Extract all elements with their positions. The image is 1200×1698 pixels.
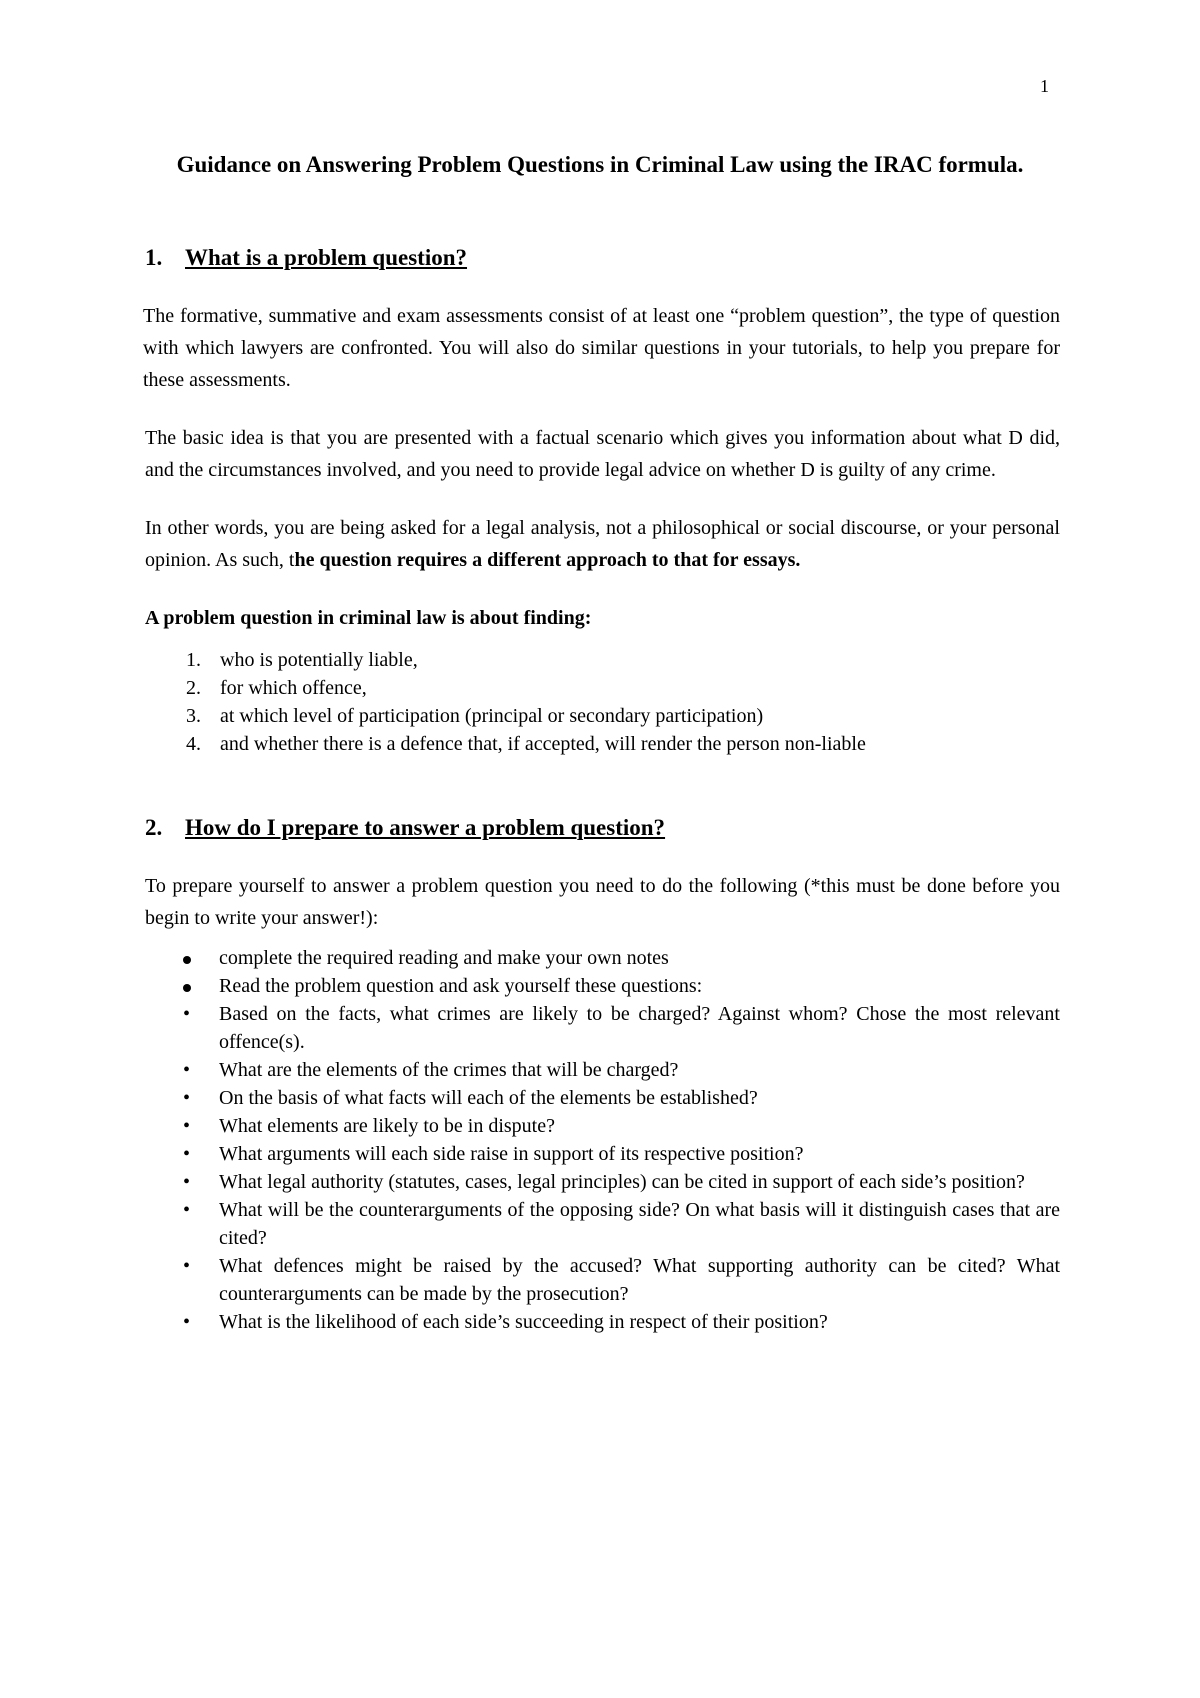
findings-item xyxy=(145,702,1060,730)
list-item: Read the problem question and ask yourself these questions: xyxy=(145,972,1060,1000)
paragraph-3-plain: In other words, you are being asked for a legal analysis, not a philosophical or social discourse, or your personal opinion. As such, t xyxy=(145,517,1060,571)
list-item: • What arguments will each side raise in support of its respective position? xyxy=(145,1140,1060,1168)
small-bullet-icon: • xyxy=(183,1087,191,1109)
findings-text: for which offence, xyxy=(220,677,367,699)
findings-intro: A problem question in criminal law is about finding: xyxy=(145,607,592,629)
small-bullet-icon: • xyxy=(183,1143,191,1165)
page-number: 1 xyxy=(1040,76,1049,96)
list-item: • On the basis of what facts will each of the elements be established? xyxy=(145,1084,1060,1112)
findings-text: and whether there is a defence that, if accepted, will render the person non-liable xyxy=(220,733,866,755)
list-item: • What is the likelihood of each side’s succeeding in respect of their position? xyxy=(145,1308,1060,1336)
findings-number: 3. xyxy=(186,705,201,727)
findings-number: 1. xyxy=(186,649,201,671)
list-item: complete the required reading and make your own notes xyxy=(145,944,1060,972)
findings-item xyxy=(145,674,1060,702)
section-2-title: How do I prepare to answer a problem question? xyxy=(185,815,666,840)
section-2-number: 2. xyxy=(145,815,163,840)
findings-item xyxy=(145,730,1060,758)
small-bullet-icon: • xyxy=(183,1059,191,1081)
small-bullet-icon: • xyxy=(183,1115,191,1137)
paragraph-1: The formative, summative and exam assessments consist of at least one “problem question”, the type of question with which lawyers are confronted. You will also do similar questions in your tutorials, to help you prepare for these assessments. xyxy=(143,305,1060,391)
small-bullet-icon: • xyxy=(183,1171,191,1193)
section-1-title: What is a problem question? xyxy=(185,245,468,270)
findings-text: at which level of participation (principal or secondary participation) xyxy=(220,705,764,727)
list-item: • What legal authority (statutes, cases, legal principles) can be cited in support of each side’s position? xyxy=(145,1168,1060,1196)
section-1-heading xyxy=(145,242,1060,274)
paragraph-3-bold: he question requires a different approach to that for essays. xyxy=(294,549,801,571)
findings-item xyxy=(145,646,1060,674)
list-item: • What defences might be raised by the accused? What supporting authority can be cited? What counterarguments can be made by the prosecution? xyxy=(145,1252,1060,1308)
list-item: • What will be the counterarguments of the opposing side? On what basis will it distinguish cases that are cited? xyxy=(145,1196,1060,1252)
small-bullet-icon: • xyxy=(183,1199,191,1221)
findings-list xyxy=(145,646,1060,758)
paragraph-2: The basic idea is that you are presented with a factual scenario which gives you information about what D did, and the circumstances involved, and you need to provide legal advice on whether D is guilty of any crime. xyxy=(145,427,1060,481)
bullet-icon xyxy=(183,956,191,964)
document-body xyxy=(145,242,1060,1336)
section-2-intro: To prepare yourself to answer a problem question you need to do the following (*this must be done before you begin to write your answer!): xyxy=(145,875,1060,929)
small-bullet-icon: • xyxy=(183,1311,191,1333)
bullet-icon xyxy=(183,984,191,992)
section-2-heading xyxy=(145,812,1060,844)
findings-number: 2. xyxy=(186,677,201,699)
list-item: • What elements are likely to be in dispute? xyxy=(145,1112,1060,1140)
findings-number: 4. xyxy=(186,733,201,755)
list-item: • What are the elements of the crimes that will be charged? xyxy=(145,1056,1060,1084)
document-title: Guidance on Answering Problem Questions in Criminal Law using the IRAC formula. xyxy=(176,152,1024,177)
preparation-list xyxy=(145,944,1060,1336)
paragraph-3 xyxy=(145,512,1060,576)
small-bullet-icon: • xyxy=(183,1003,191,1025)
list-item: • Based on the facts, what crimes are likely to be charged? Against whom? Chose the most relevant offence(s). xyxy=(145,1000,1060,1056)
section-1-number: 1. xyxy=(145,245,163,270)
small-bullet-icon: • xyxy=(183,1255,191,1277)
findings-text: who is potentially liable, xyxy=(220,649,418,671)
